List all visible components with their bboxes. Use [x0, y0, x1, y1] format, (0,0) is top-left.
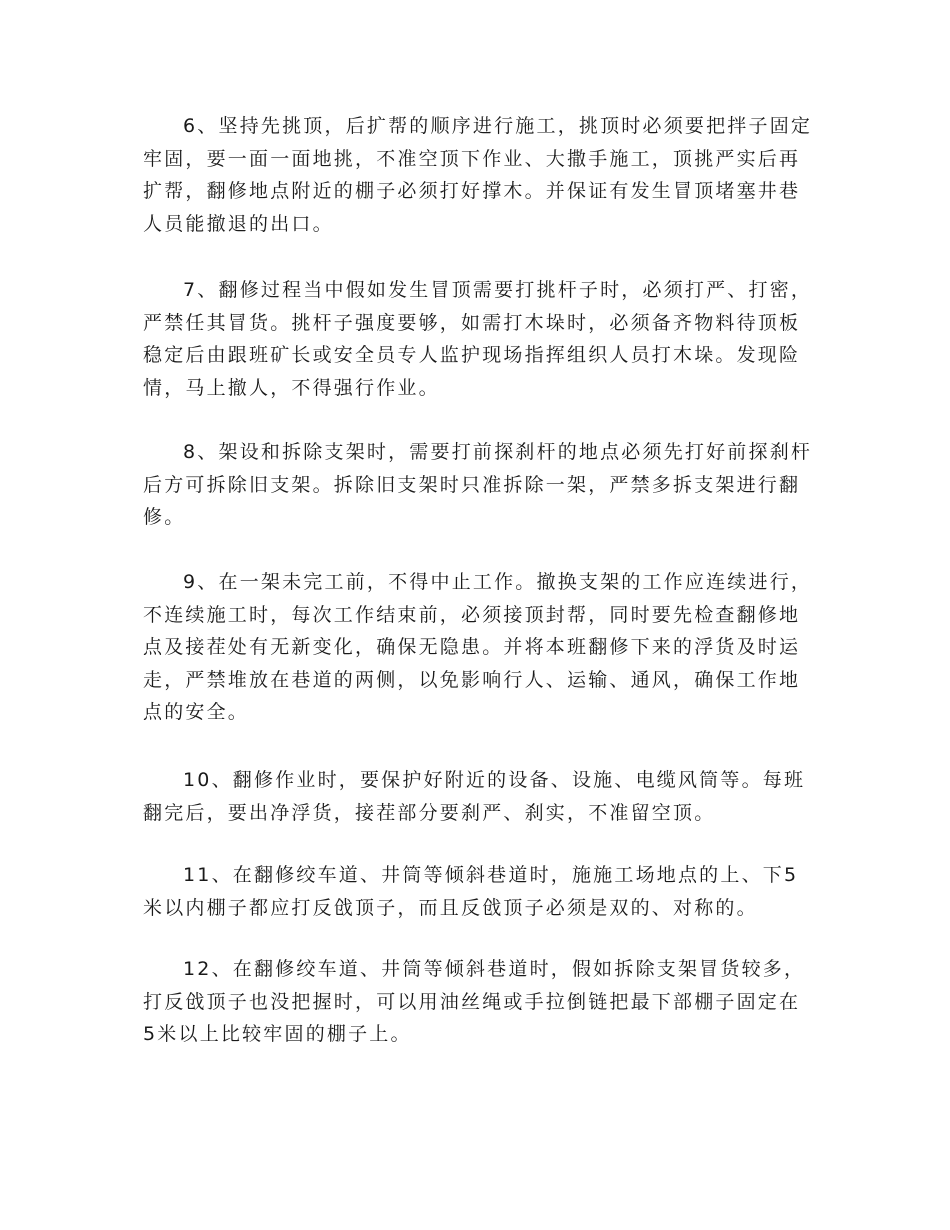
paragraph-item-10: 10、翻修作业时，要保护好附近的设备、设施、电缆风筒等。每班翻完后，要出净浮货，接茬部分要刹严、刹实，不准留空顶。 — [143, 769, 806, 824]
paragraph-item-12: 12、在翻修绞车道、井筒等倾斜巷道时，假如拆除支架冒货较多，打反戗顶子也没把握时，可以用油丝绳或手拉倒链把最下部棚子固定在5米以上比较牢固的棚子上。 — [143, 958, 806, 1045]
paragraph-item-7: 7、翻修过程当中假如发生冒顶需要打挑杆子时，必须打严、打密，严禁任其冒货。挑杆子强度要够，如需打木垛时，必须备齐物料待顶板稳定后由跟班矿长或安全员专人监护现场指挥组织人员打木垛。发现险情，马上撤人，不得强行作业。 — [143, 279, 813, 399]
paragraph-item-9: 9、在一架未完工前，不得中止工作。撤换支架的工作应连续进行，不连续施工时，每次工作结束前，必须接顶封帮，同时要先检查翻修地点及接茬处有无新变化，确保无隐患。并将本班翻修下来的浮货及时运走，严禁堆放在巷道的两侧，以免影响行人、运输、通风，确保工作地点的安全。 — [143, 571, 813, 723]
paragraph-item-11: 11、在翻修绞车道、井筒等倾斜巷道时，施施工场地点的上、下5米以内棚子都应打反戗顶子，而且反戗顶子必须是双的、对称的。 — [143, 864, 799, 919]
paragraph-item-8: 8、架设和拆除支架时，需要打前探刹杆的地点必须先打好前探刹杆后方可拆除旧支架。拆除旧支架时只准拆除一架，严禁多拆支架进行翻修。 — [143, 441, 813, 528]
paragraph-item-6: 6、坚持先挑顶，后扩帮的顺序进行施工，挑顶时必须要把拌子固定牢固，要一面一面地挑，不准空顶下作业、大撒手施工，顶挑严实后再扩帮，翻修地点附近的棚子必须打好撑木。并保证有发生冒顶堵塞井巷人员能撤退的出口。 — [143, 115, 813, 235]
